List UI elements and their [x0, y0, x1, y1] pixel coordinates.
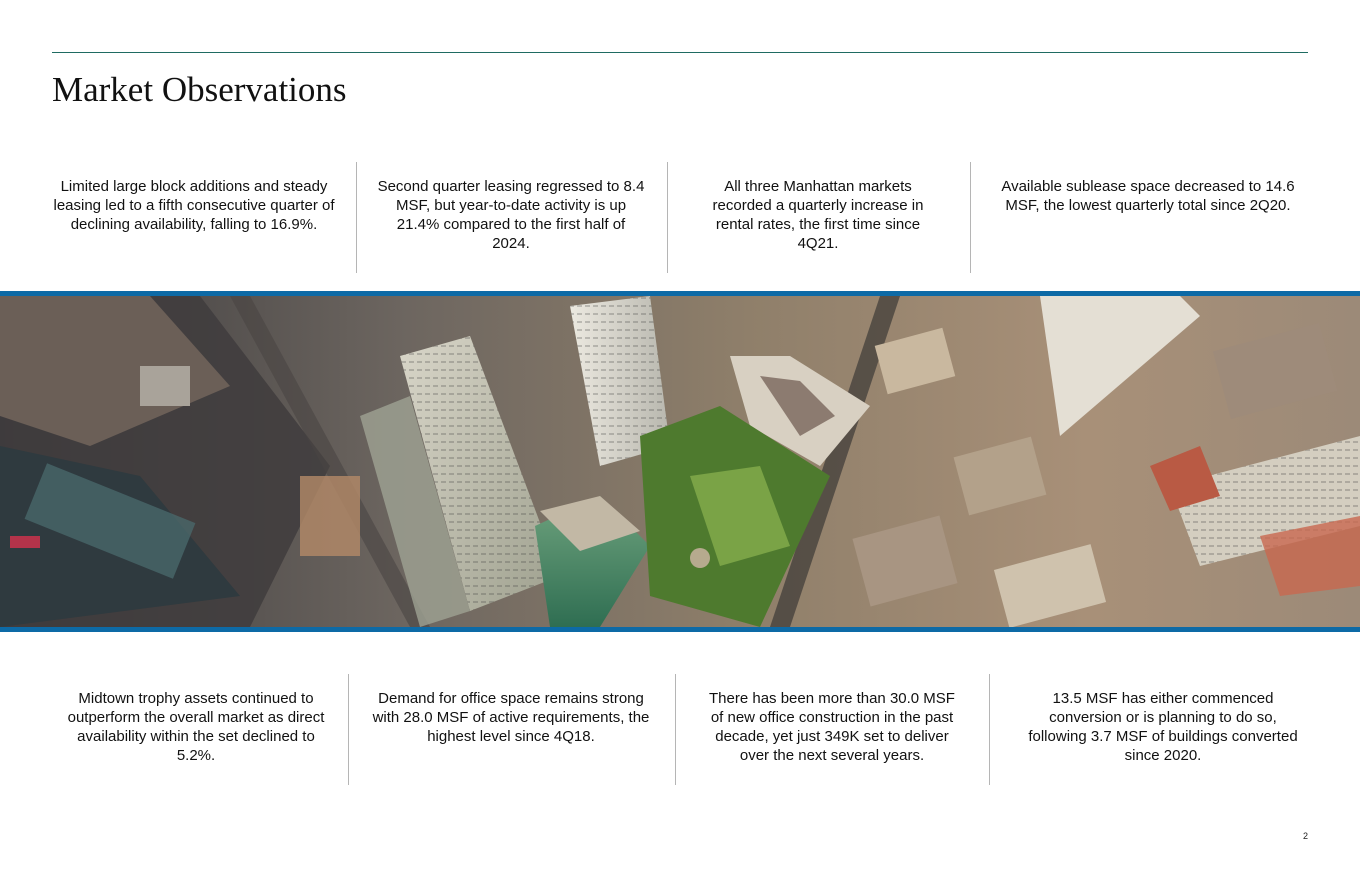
column-divider — [356, 162, 357, 273]
column-divider — [675, 674, 676, 785]
top-rule — [52, 52, 1308, 53]
observation-bottom-1: Midtown trophy assets continued to outperform the overall market as direct availability within the set declined to 5.2%. — [67, 690, 325, 764]
observation-bottom-4: 13.5 MSF has either commenced conversion or is planning to do so, following 3.7 MSF of buildings converted since 2020. — [1028, 690, 1298, 764]
column-divider — [989, 674, 990, 785]
aerial-photo-band — [0, 291, 1360, 632]
column-divider — [970, 162, 971, 273]
observation-top-3: All three Manhattan markets recorded a quarterly increase in rental rates, the first time since 4Q21. — [712, 178, 924, 252]
observation-bottom-3: There has been more than 30.0 MSF of new office construction in the past decade, yet just 349K set to deliver over the next several years. — [709, 690, 955, 764]
column-divider — [348, 674, 349, 785]
observations-bottom-row — [40, 674, 1320, 786]
observation-top-2: Second quarter leasing regressed to 8.4 MSF, but year-to-date activity is up 21.4% compared to the first half of 2024. — [377, 178, 645, 252]
page-number: 2 — [1302, 831, 1308, 841]
observation-top-4: Available sublease space decreased to 14.6 MSF, the lowest quarterly total since 2Q20. — [1001, 178, 1295, 214]
observation-bottom-2: Demand for office space remains strong with 28.0 MSF of active requirements, the highest level since 4Q18. — [372, 690, 650, 745]
column-divider — [667, 162, 668, 273]
observation-top-1: Limited large block additions and steady leasing led to a fifth consecutive quarter of declining availability, falling to 16.9%. — [53, 178, 335, 233]
page-title: Market Observations — [52, 70, 347, 109]
aerial-city-photo — [0, 296, 1360, 627]
observations-top-row — [40, 162, 1320, 274]
